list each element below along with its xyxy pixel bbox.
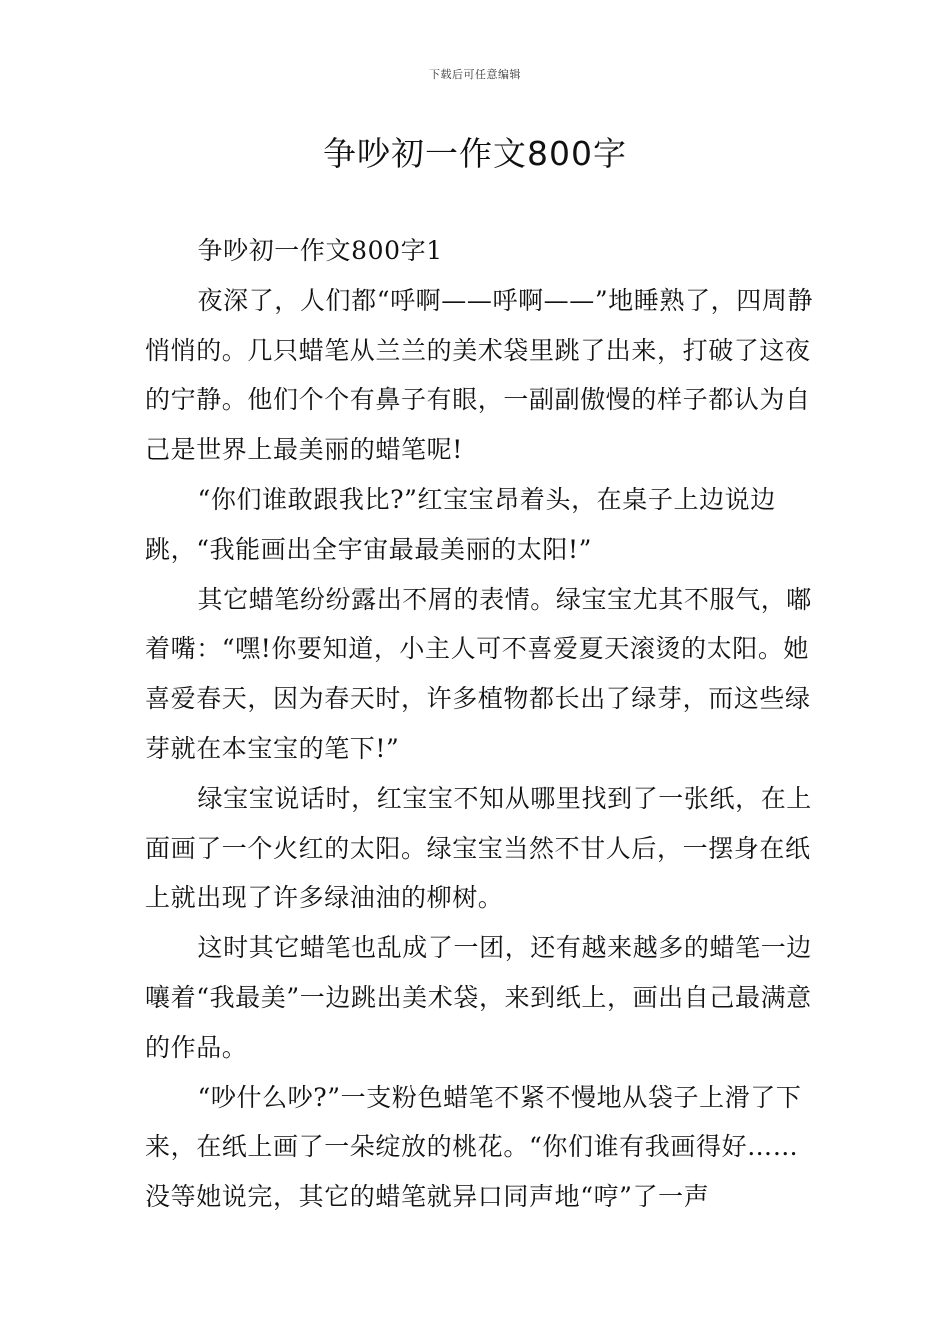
section-heading: 争吵初一作文800字1 (197, 236, 443, 265)
header-note: 下载后可任意编辑 (429, 68, 521, 81)
document-title: 争吵初一作文800字 (323, 134, 627, 173)
paragraph: “吵什么吵?”一支粉色蜡笔不紧不慢地从袋子上滑了下来，在纸上画了一朵绽放的桃花。“你们谁有我画得好……没等她说完，其它的蜡笔就异口同声地“哼”了一声 (145, 1082, 802, 1212)
document-body (145, 226, 820, 1222)
paragraph: 绿宝宝说话时，红宝宝不知从哪里找到了一张纸，在上面画了一个火红的太阳。绿宝宝当然不甘人后，一摆身在纸上就出现了许多绿油油的柳树。 (145, 783, 812, 913)
paragraph: 这时其它蜡笔也乱成了一团，还有越来越多的蜡笔一边嚷着“我最美”一边跳出美术袋，来到纸上，画出自己最满意的作品。 (145, 933, 812, 1062)
paragraph: “你们谁敢跟我比?”红宝宝昂着头，在桌子上边说边跳，“我能画出全宇宙最最美丽的太阳!” (145, 484, 776, 564)
paragraph: 其它蜡笔纷纷露出不屑的表情。绿宝宝尤其不服气，嘟着嘴：“嘿!你要知道，小主人可不喜爱夏天滚烫的太阳。她喜爱春天，因为春天时，许多植物都长出了绿芽，而这些绿芽就在本宝宝的笔下!” (145, 584, 812, 763)
paragraph: 夜深了，人们都“呼啊——呼啊——”地睡熟了，四周静悄悄的。几只蜡笔从兰兰的美术袋里跳了出来，打破了这夜的宁静。他们个个有鼻子有眼，一副副傲慢的样子都认为自己是世界上最美丽的蜡笔呢! (145, 285, 814, 465)
